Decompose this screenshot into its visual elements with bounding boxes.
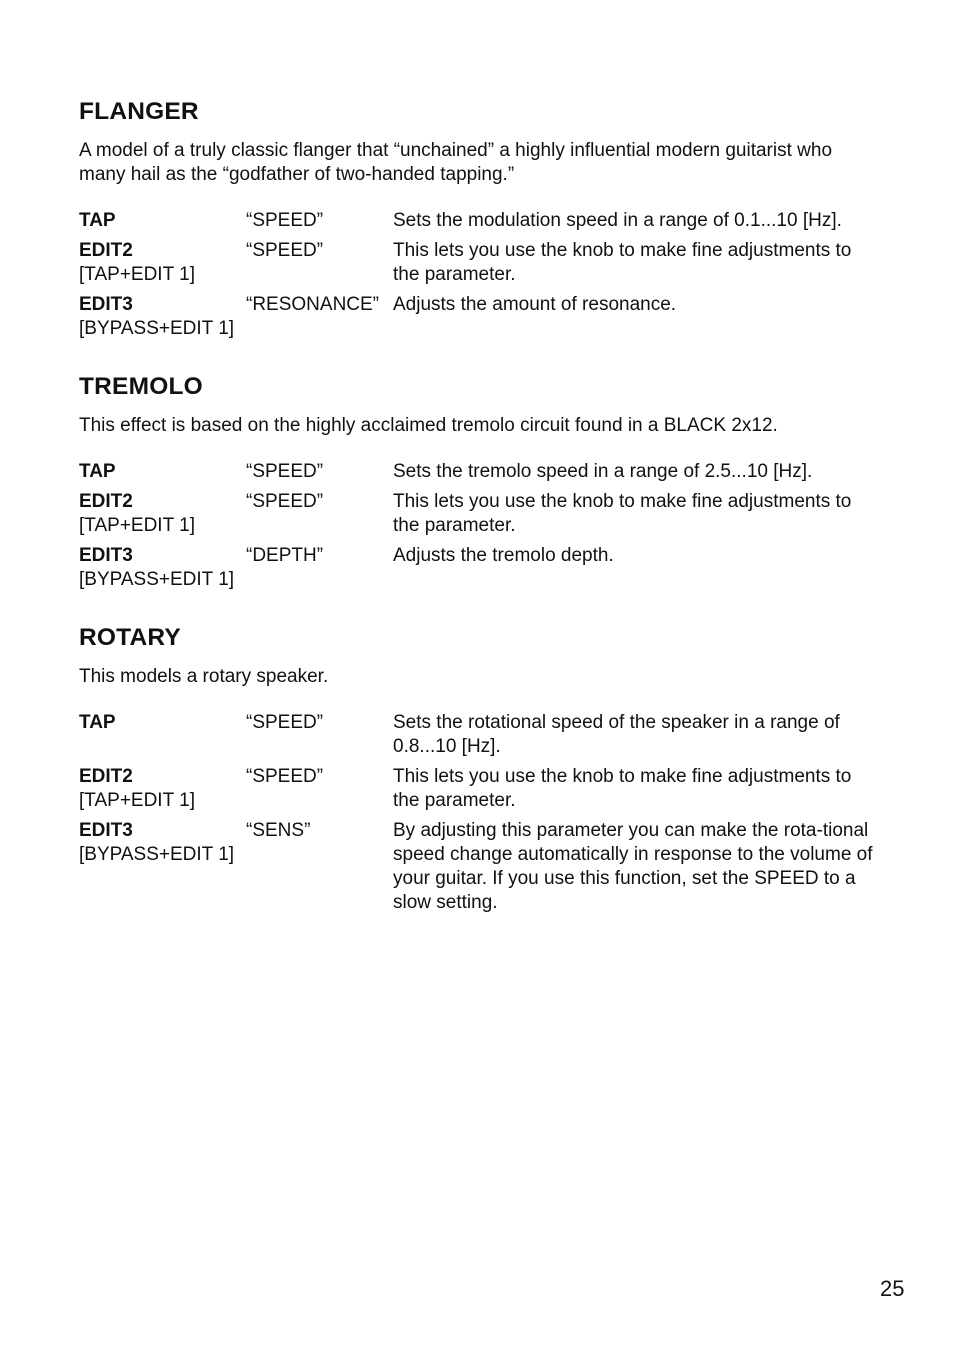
parameter-row [79, 209, 879, 233]
parameter-table [79, 460, 879, 592]
control-combo: [BYPASS+EDIT 1] [79, 318, 235, 339]
control-name: TAP [79, 461, 116, 482]
section-rotary [79, 620, 879, 915]
page-number: 25 [880, 1276, 905, 1301]
parameter-row [79, 460, 879, 484]
parameter-table [79, 209, 879, 341]
section-intro: A model of a truly classic flanger that “unchained” a highly influential modern guitarist who many hail as the “godfather of two-handed tapping.” [79, 140, 833, 185]
parameter-name: “RESONANCE” [246, 294, 380, 315]
parameter-control [79, 460, 246, 484]
section-title: FLANGER [79, 98, 199, 125]
parameter-control [79, 293, 246, 341]
parameter-name: “SENS” [246, 820, 311, 841]
control-combo: [BYPASS+EDIT 1] [79, 844, 235, 865]
parameter-row [79, 293, 879, 341]
parameter-row [79, 765, 879, 813]
parameter-name: “SPEED” [246, 461, 324, 482]
parameter-control [79, 544, 246, 592]
parameter-name: “SPEED” [246, 712, 324, 733]
control-name: EDIT3 [79, 820, 133, 841]
parameter-row [79, 819, 879, 915]
control-name: EDIT2 [79, 240, 133, 261]
control-combo: [TAP+EDIT 1] [79, 264, 195, 285]
control-name: EDIT3 [79, 545, 133, 566]
control-name: EDIT3 [79, 294, 133, 315]
parameter-description: This lets you use the knob to make fine adjustments to the parameter. [393, 240, 852, 285]
parameter-name: “SPEED” [246, 240, 324, 261]
parameter-row [79, 544, 879, 592]
parameter-description: Sets the rotational speed of the speaker in a range of 0.8...10 [Hz]. [393, 712, 840, 757]
parameter-description: This lets you use the knob to make fine adjustments to the parameter. [393, 491, 852, 536]
control-name: TAP [79, 210, 116, 231]
parameter-description: Adjusts the amount of resonance. [393, 294, 677, 315]
control-name: EDIT2 [79, 491, 133, 512]
parameter-name: “SPEED” [246, 210, 324, 231]
parameter-control [79, 490, 246, 538]
parameter-description: Sets the modulation speed in a range of 0.1...10 [Hz]. [393, 210, 842, 231]
parameter-name: “DEPTH” [246, 545, 324, 566]
section-title: TREMOLO [79, 373, 203, 400]
section-flanger [79, 94, 879, 341]
parameter-control [79, 239, 246, 287]
parameter-row [79, 239, 879, 287]
section-title: ROTARY [79, 624, 181, 651]
parameter-description: This lets you use the knob to make fine adjustments to the parameter. [393, 766, 852, 811]
parameter-description: By adjusting this parameter you can make the rota-tional speed change automatically in response to the volume of your guitar. If you use this function, set the SPEED to a slow setting. [393, 820, 873, 913]
document-page [79, 94, 879, 943]
parameter-control [79, 765, 246, 813]
parameter-control [79, 209, 246, 233]
section-tremolo [79, 369, 879, 592]
control-combo: [BYPASS+EDIT 1] [79, 569, 235, 590]
parameter-table [79, 711, 879, 915]
section-intro: This models a rotary speaker. [79, 666, 329, 687]
control-name: TAP [79, 712, 116, 733]
parameter-description: Adjusts the tremolo depth. [393, 545, 614, 566]
parameter-name: “SPEED” [246, 766, 324, 787]
section-intro: This effect is based on the highly acclaimed tremolo circuit found in a BLACK 2x12. [79, 415, 778, 436]
control-combo: [TAP+EDIT 1] [79, 515, 195, 536]
parameter-name: “SPEED” [246, 491, 324, 512]
parameter-control [79, 819, 246, 915]
parameter-control [79, 711, 246, 759]
parameter-row [79, 711, 879, 759]
control-combo: [TAP+EDIT 1] [79, 790, 195, 811]
parameter-row [79, 490, 879, 538]
parameter-description: Sets the tremolo speed in a range of 2.5...10 [Hz]. [393, 461, 813, 482]
control-name: EDIT2 [79, 766, 133, 787]
